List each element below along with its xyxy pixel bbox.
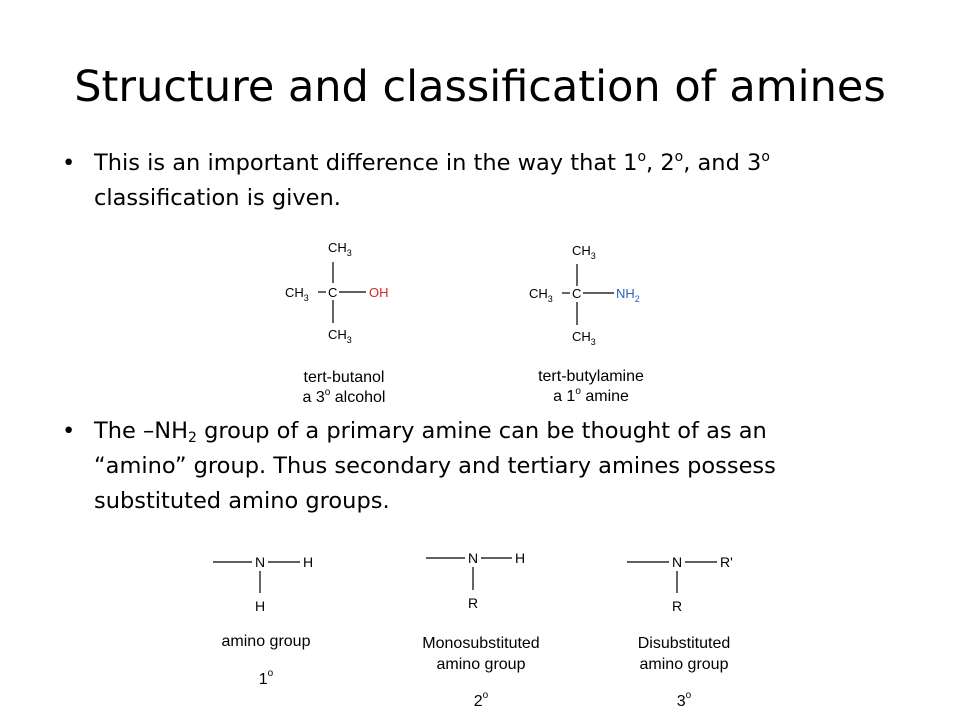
amino-group-primary-label [222, 633, 311, 688]
amino-group-name-2: amino group [639, 656, 729, 673]
degree-label: 1$^o$ [258, 668, 274, 688]
right-substituent: H [515, 550, 526, 566]
central-carbon: C [328, 285, 338, 300]
methyl-left: $CH_3$ [529, 286, 553, 304]
amino-group-tertiary-label [638, 635, 731, 710]
right-substituent: R' [720, 554, 733, 570]
tert-butylamine-class: a 1$^o$ amine [553, 386, 629, 405]
amino-group-secondary-label [422, 635, 539, 710]
methyl-top: $CH_3$ [328, 240, 352, 258]
bullet-marker: • [62, 418, 76, 444]
tert-butanol-structure [285, 240, 389, 345]
bullet-2-line-3: substituted amino groups. [94, 488, 390, 514]
amine-group: $NH_2$ [616, 286, 640, 304]
nitrogen-atom: N [468, 550, 479, 566]
bottom-substituent: R [672, 598, 683, 614]
methyl-bottom: $CH_3$ [328, 327, 352, 345]
degree-sup: o [637, 149, 647, 165]
tert-butanol-label [303, 369, 386, 406]
bullet-1-text-b: , 2 [646, 150, 675, 176]
amino-group-name: Monosubstituted [422, 635, 540, 652]
nitrogen-atom: N [255, 554, 266, 570]
right-substituent: H [303, 554, 314, 570]
methyl-left: $CH_3$ [285, 285, 309, 303]
amino-group-primary [213, 554, 313, 614]
amino-group-secondary [426, 550, 525, 611]
amino-group-name-2: amino group [436, 656, 526, 673]
subscript-2: 2 [188, 430, 197, 446]
tert-butylamine-structure [529, 243, 640, 347]
bullet-1-text-c: , and 3 [683, 150, 762, 176]
central-carbon: C [572, 286, 582, 301]
hydroxyl-group: OH [369, 285, 389, 300]
degree-sup: o [674, 149, 684, 165]
bullet-marker: • [62, 150, 76, 176]
degree-sup: o [761, 149, 770, 165]
methyl-top: $CH_3$ [572, 243, 596, 261]
bottom-substituent: H [255, 598, 266, 614]
degree-label: 3$^o$ [676, 690, 692, 710]
tert-butylamine-name: tert-butylamine [538, 368, 644, 385]
bullet-1-line-2: classification is given. [94, 185, 341, 211]
methyl-bottom: $CH_3$ [572, 329, 596, 347]
degree-label: 2$^o$ [473, 690, 489, 710]
nitrogen-atom: N [672, 554, 683, 570]
tert-butanol-name: tert-butanol [303, 369, 385, 386]
slide-title: Structure and classification of amines [74, 62, 886, 112]
bullet-2-text-a: The –NH [94, 418, 188, 444]
amino-group-name: Disubstituted [637, 635, 731, 652]
amino-group-name: amino group [221, 633, 311, 650]
bottom-substituent: R [468, 595, 479, 611]
bullet-2-text-b: group of a primary amine can be thought of as an [196, 418, 767, 444]
amino-group-tertiary [627, 554, 733, 614]
tert-butanol-class: a 3$^o$ alcohol [302, 387, 386, 406]
bullet-2-line-2: “amino” group. Thus secondary and tertiary amines possess [94, 453, 776, 479]
tert-butylamine-label [538, 368, 644, 405]
bullet-1-text-a: This is an important difference in the way that 1 [94, 150, 638, 176]
